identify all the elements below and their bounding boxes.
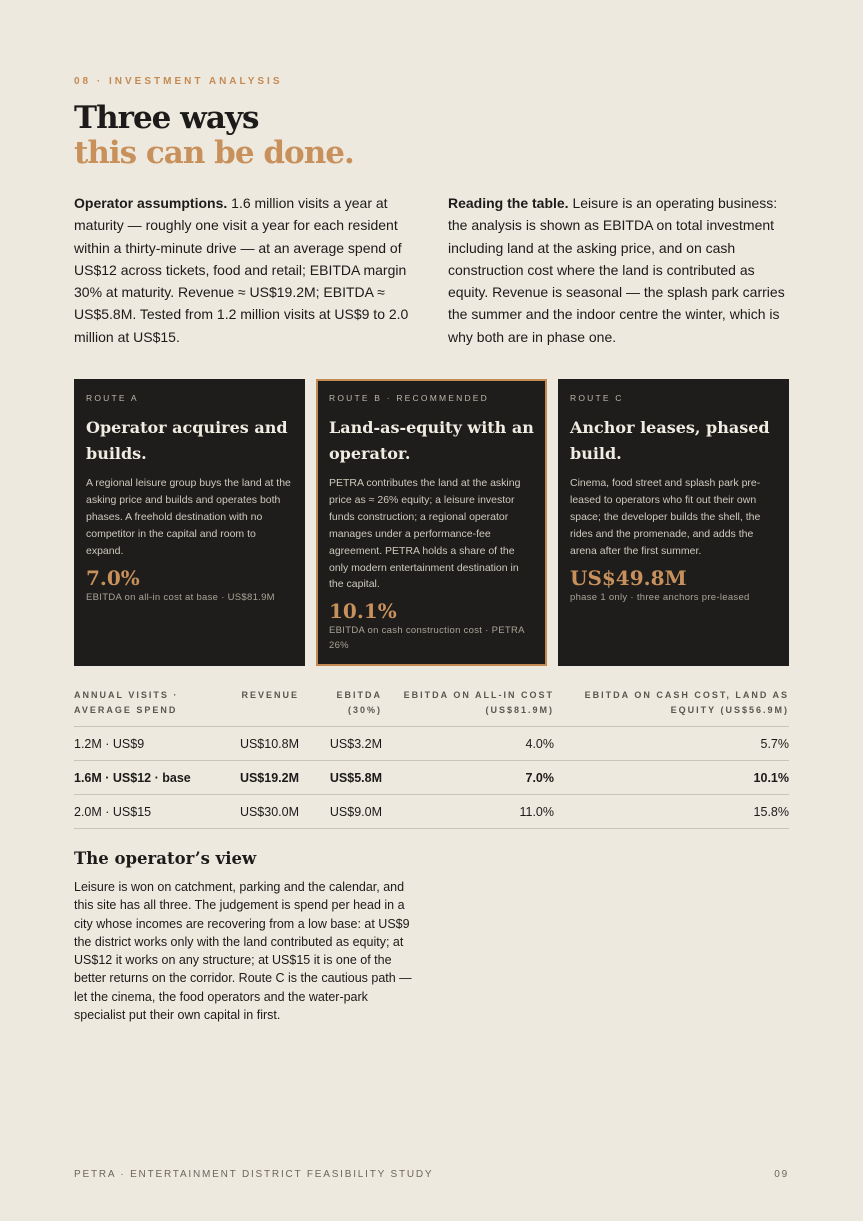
intro-left-lead: Operator assumptions.	[74, 195, 228, 211]
cell-ebitda: US$3.2M	[299, 727, 382, 761]
cell-ebitda: US$5.8M	[299, 761, 382, 795]
route-title: Anchor leases, phased build.	[570, 418, 770, 463]
cell-ebitda-all-in: 11.0%	[382, 795, 554, 829]
column-header-visits: ANNUAL VISITS · AVERAGE SPEND	[74, 688, 229, 727]
section-eyebrow: 08 · INVESTMENT ANALYSIS	[74, 76, 283, 87]
cell-ebitda-all-in: 7.0%	[382, 761, 554, 795]
table-row-base	[74, 761, 789, 795]
intro-right-text: Leisure is an operating business: the analysis is shown as EBITDA on total investment including land at the asking price, and on cash construction cost where the land is contributed as equity. Revenue is seasonal — the splash park carries the summer and the indoor centre the winter, which is why both are in phase one.	[448, 195, 785, 345]
route-tag: ROUTE B · RECOMMENDED	[329, 393, 490, 403]
page-footer	[74, 1169, 789, 1180]
route-tag: ROUTE C	[570, 393, 624, 403]
route-description: A regional leisure group buys the land at the asking price and builds and operates both phases. A freehold destination with no competitor in the capital and room to expand.	[86, 477, 291, 557]
headline-line-1: Three ways	[74, 100, 259, 136]
table-row	[74, 727, 789, 761]
route-stat-note: EBITDA on cash construction cost · PETRA 26%	[329, 625, 525, 652]
cell-ebitda-cash: 15.8%	[554, 795, 789, 829]
column-header-ebitda-all-in: EBITDA ON ALL-IN COST (US$81.9M)	[382, 688, 554, 727]
intro-right-lead: Reading the table.	[448, 195, 569, 211]
route-tag: ROUTE A	[86, 393, 139, 403]
reading-the-table-paragraph	[448, 192, 792, 348]
operator-assumptions-paragraph	[74, 192, 418, 348]
cell-visits: 1.2M · US$9	[74, 727, 229, 761]
cell-revenue: US$19.2M	[229, 761, 299, 795]
headline-line-2: this can be done.	[74, 135, 354, 171]
cell-ebitda-all-in: 4.0%	[382, 727, 554, 761]
route-a-card	[74, 379, 305, 666]
route-description: Cinema, food street and splash park pre-leased to operators who fit out their own space; the developer builds the shell, the rides and the promenade, and adds the arena after the first summer.	[570, 477, 761, 557]
cell-ebitda-cash: 5.7%	[554, 727, 789, 761]
route-stat-note: EBITDA on all-in cost at base · US$81.9M	[86, 591, 275, 603]
cell-visits: 2.0M · US$15	[74, 795, 229, 829]
operators-view-body: Leisure is won on catchment, parking and the calendar, and this site has all three. The judgement is spend per head in a city whose incomes are recovering from a low base: at US$9 the district works only with the land contributed as equity; at US$12 it works on any structure; at US$15 it is one of the better returns on the corridor. Route C is the cautious path — let the cinema, the food operators and the water-park specialist put their own capital in first.	[74, 880, 412, 1023]
cell-revenue: US$30.0M	[229, 795, 299, 829]
intro-left-text: 1.6 million visits a year at maturity — roughly one visit a year for each resident within a thirty-minute drive — at an average spend of US$12 across tickets, food and retail; EBITDA margin 30% at maturity. Revenue ≈ US$19.2M; EBITDA ≈ US$5.8M. Tested from 1.2 million visits at US$9 to 2.0 million at US$15.	[74, 195, 409, 345]
footer-title: PETRA · ENTERTAINMENT DISTRICT FEASIBILITY STUDY	[74, 1169, 434, 1180]
route-title: Land-as-equity with an operator.	[329, 418, 534, 463]
cell-ebitda: US$9.0M	[299, 795, 382, 829]
column-header-ebitda: EBITDA (30%)	[299, 688, 382, 727]
route-description: PETRA contributes the land at the asking price as ≈ 26% equity; a leisure investor funds construction; a regional operator manages under a performance-fee agreement. PETRA holds a share of the only modern entertainment destination in the capital.	[329, 477, 521, 591]
route-c-card	[558, 379, 789, 666]
cell-visits: 1.6M · US$12 · base	[74, 761, 229, 795]
cell-ebitda-cash: 10.1%	[554, 761, 789, 795]
operators-view-heading: The operator’s view	[74, 849, 257, 868]
cell-revenue: US$10.8M	[229, 727, 299, 761]
route-stat: US$49.8M	[570, 565, 687, 590]
column-header-revenue: REVENUE	[229, 688, 299, 727]
table-row	[74, 795, 789, 829]
page-headline	[74, 101, 354, 171]
route-stat: 10.1%	[329, 599, 397, 624]
column-header-ebitda-cash: EBITDA ON CASH COST, LAND AS EQUITY (US$56.9M)	[554, 688, 789, 727]
route-stat: 7.0%	[86, 565, 140, 590]
sensitivity-table	[74, 688, 789, 829]
route-stat-note: phase 1 only · three anchors pre-leased	[570, 591, 750, 603]
route-b-card-recommended	[316, 379, 547, 666]
route-title: Operator acquires and builds.	[86, 418, 288, 463]
table-header-row	[74, 688, 789, 727]
page-number: 09	[774, 1169, 789, 1180]
